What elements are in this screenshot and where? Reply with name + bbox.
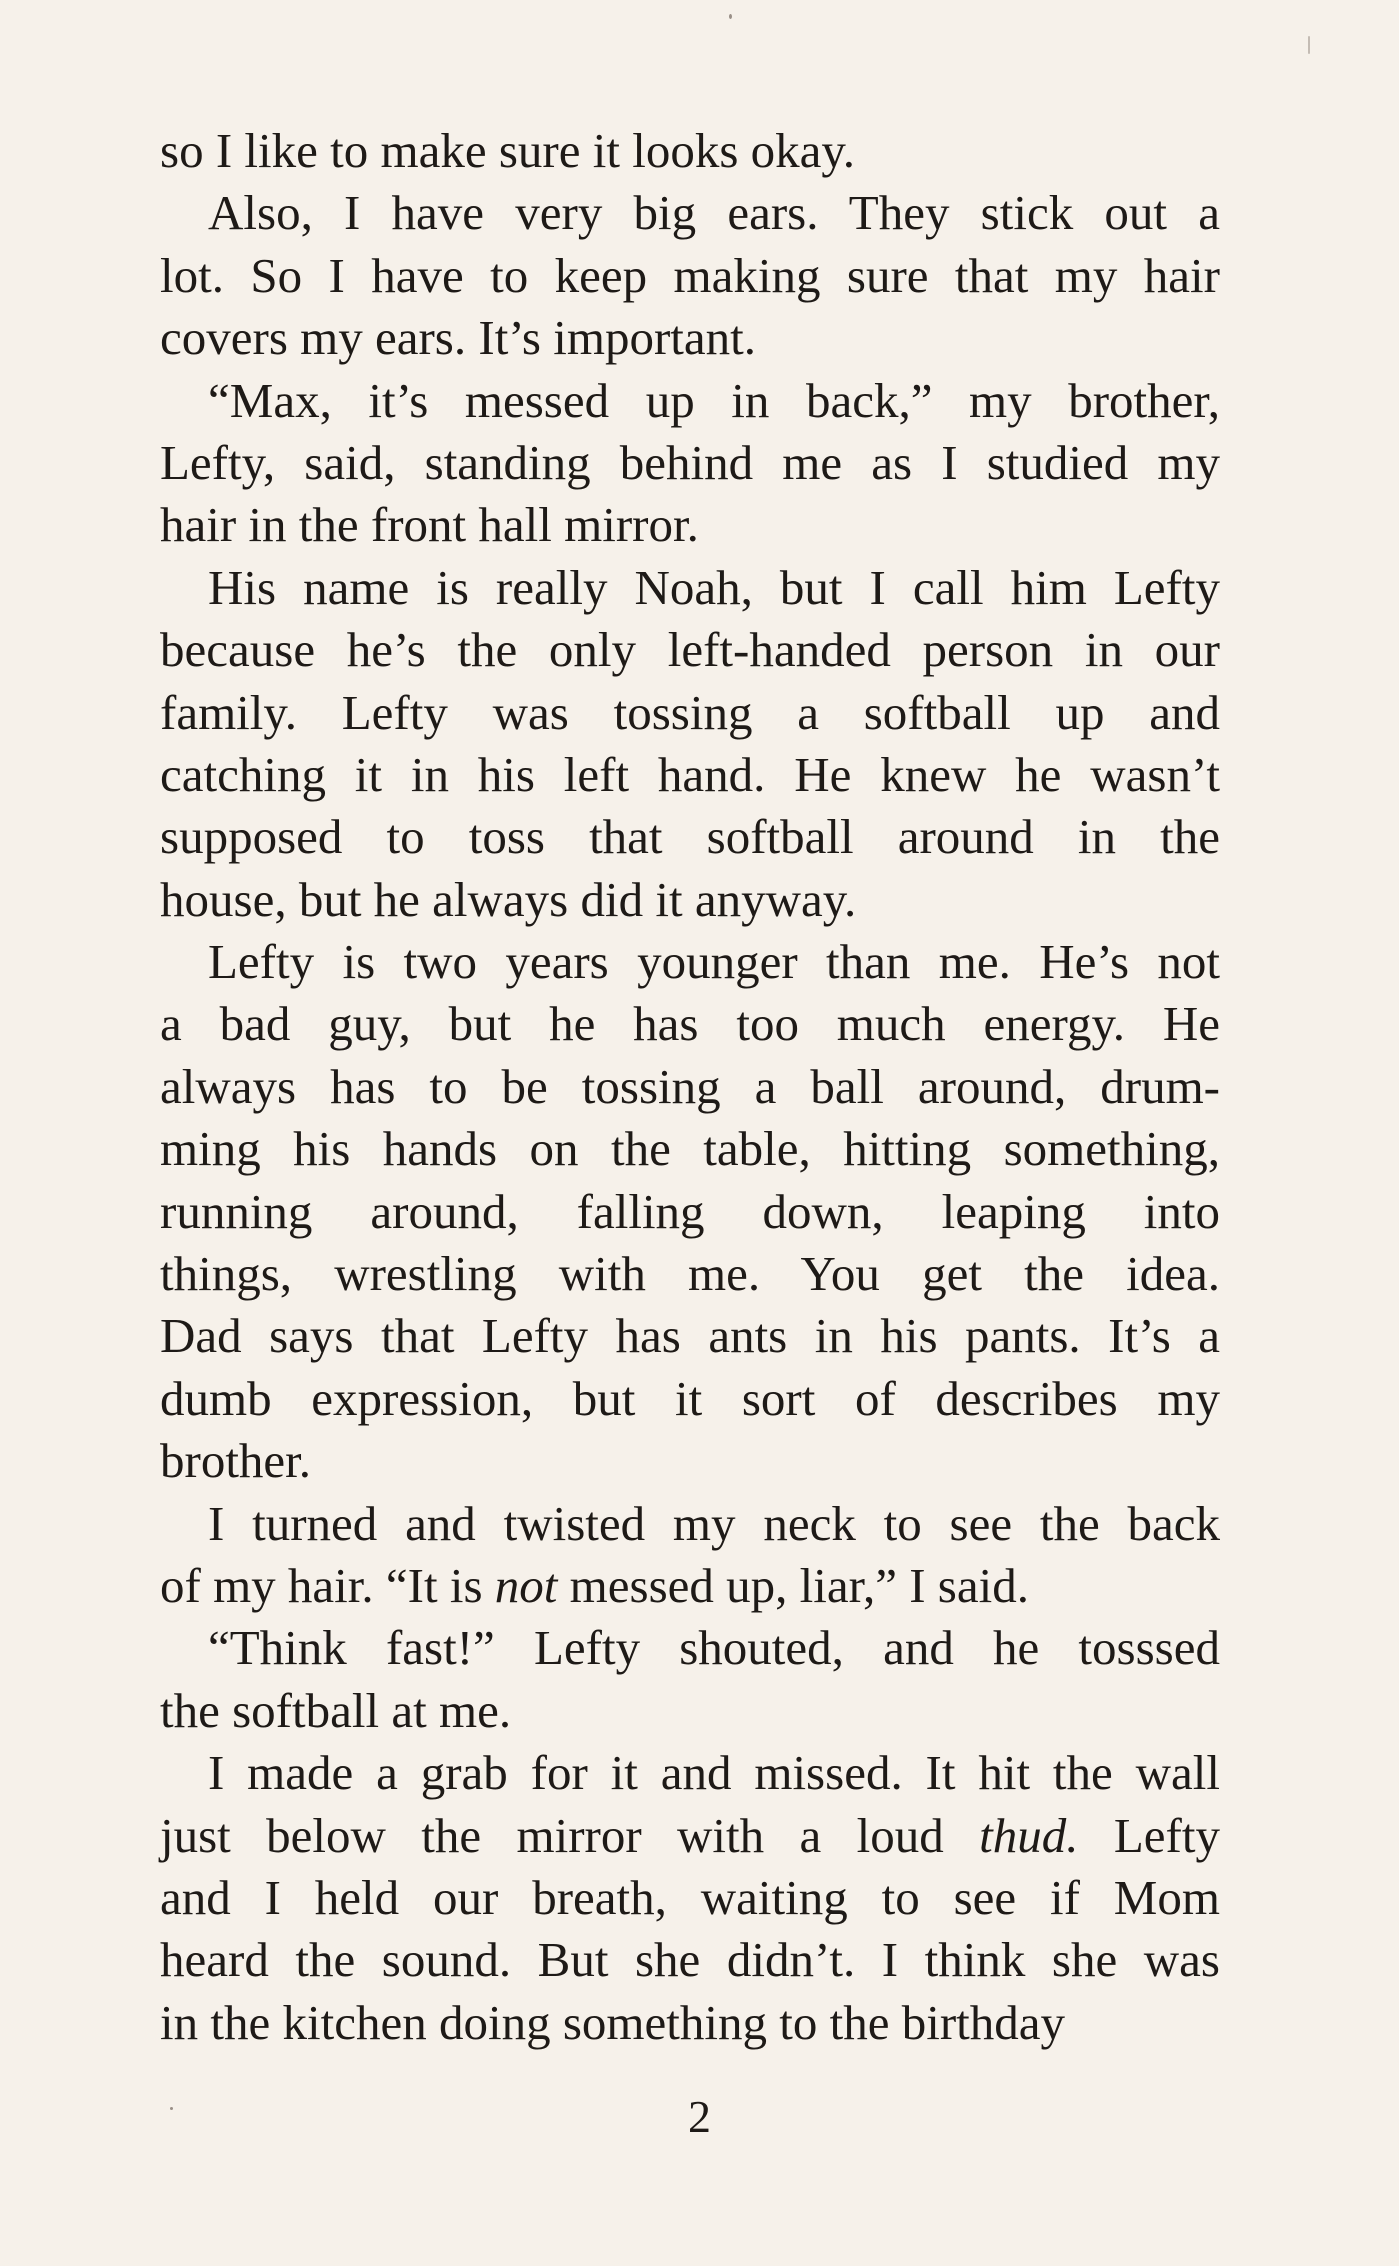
text-line: [160, 1742, 1220, 1804]
text-line: [160, 370, 1220, 432]
text-segment: and I held our breath, waiting to see if Mom: [160, 1869, 1220, 1925]
text-segment: because he’s the only left-handed person in our: [160, 622, 1220, 678]
text-line: [160, 1617, 1220, 1679]
text-segment: messed up, liar,” I said.: [557, 1557, 1029, 1613]
text-segment: “Max, it’s messed up in back,” my brother,: [208, 372, 1220, 428]
text-line: [160, 1305, 1220, 1367]
text-segment: lot. So I have to keep making sure that my hair: [160, 247, 1220, 303]
text-line: [160, 931, 1220, 993]
text-segment: family. Lefty was tossing a softball up and: [160, 684, 1220, 740]
text-segment: I turned and twisted my neck to see the back: [208, 1495, 1220, 1551]
text-line: [160, 1680, 1220, 1742]
text-line: [160, 1493, 1220, 1555]
text-segment: catching it in his left hand. He knew he wasn’t: [160, 746, 1220, 802]
text-line: [160, 182, 1220, 244]
text-segment: in the kitchen doing something to the birthday: [160, 1994, 1065, 2050]
paragraph: [160, 370, 1220, 557]
text-segment: so I like to make sure it looks okay.: [160, 123, 855, 178]
paragraph: [160, 557, 1220, 931]
text-segment: a bad guy, but he has too much energy. He: [160, 996, 1220, 1052]
paper-speck: [170, 2107, 173, 2110]
text-segment: dumb expression, but it sort of describes my: [160, 1370, 1220, 1426]
emphasis-text: thud.: [979, 1807, 1079, 1863]
text-segment: Lefty, said, standing behind me as I studied my: [160, 434, 1220, 490]
page-number: 2: [688, 2091, 711, 2142]
text-line: [160, 619, 1220, 681]
text-segment: His name is really Noah, but I call him Lefty: [208, 559, 1220, 615]
paragraph: [160, 931, 1220, 1493]
text-line: [160, 1181, 1220, 1243]
text-line: [160, 1118, 1220, 1180]
text-line: [160, 1992, 1220, 2054]
text-line: [160, 557, 1220, 619]
text-segment: ming his hands on the table, hitting something,: [160, 1121, 1220, 1177]
text-line: [160, 432, 1220, 494]
paragraph: [160, 1493, 1220, 1618]
text-line: [160, 1243, 1220, 1305]
text-segment: just below the mirror with a loud: [160, 1807, 980, 1863]
text-segment: Dad says that Lefty has ants in his pants. It’s a: [160, 1308, 1220, 1364]
text-line: [160, 1805, 1220, 1867]
text-segment: supposed to toss that softball around in the: [160, 809, 1220, 865]
text-line: [160, 1430, 1220, 1492]
text-segment: the softball at me.: [160, 1682, 512, 1738]
paragraph: [160, 1742, 1220, 2054]
text-segment: Lefty: [1078, 1807, 1220, 1863]
text-segment: “Think fast!” Lefty shouted, and he tosssed: [208, 1620, 1220, 1676]
text-line: [160, 1368, 1220, 1430]
text-segment: brother.: [160, 1433, 312, 1489]
text-line: [160, 120, 1220, 182]
body-text: [160, 120, 1220, 2054]
text-segment: things, wrestling with me. You get the idea.: [160, 1246, 1220, 1302]
emphasis-text: not: [494, 1557, 558, 1613]
text-line: [160, 744, 1220, 806]
text-line: [160, 869, 1220, 931]
paper-speck: [1308, 36, 1310, 54]
text-segment: Lefty is two years younger than me. He’s not: [208, 934, 1220, 990]
text-line: [160, 806, 1220, 868]
paragraph: [160, 120, 1220, 182]
text-line: [160, 494, 1220, 556]
text-line: [160, 245, 1220, 307]
text-segment: heard the sound. But she didn’t. I think she was: [160, 1932, 1220, 1988]
paragraph: [160, 182, 1220, 369]
text-line: [160, 1867, 1220, 1929]
paragraph: [160, 1617, 1220, 1742]
text-segment: I made a grab for it and missed. It hit the wall: [208, 1745, 1220, 1801]
text-line: [160, 1056, 1220, 1118]
paper-speck: [729, 14, 732, 19]
text-line: [160, 307, 1220, 369]
text-line: [160, 682, 1220, 744]
text-segment: running around, falling down, leaping into: [160, 1183, 1220, 1239]
text-segment: of my hair. “It is: [160, 1557, 495, 1613]
text-line: [160, 993, 1220, 1055]
text-segment: house, but he always did it anyway.: [160, 871, 857, 927]
text-segment: Also, I have very big ears. They stick out a: [208, 185, 1220, 241]
text-segment: hair in the front hall mirror.: [160, 497, 699, 553]
text-segment: covers my ears. It’s important.: [160, 310, 757, 366]
text-segment: always has to be tossing a ball around, drum-: [160, 1058, 1220, 1114]
text-line: [160, 1929, 1220, 1991]
text-line: [160, 1555, 1220, 1617]
